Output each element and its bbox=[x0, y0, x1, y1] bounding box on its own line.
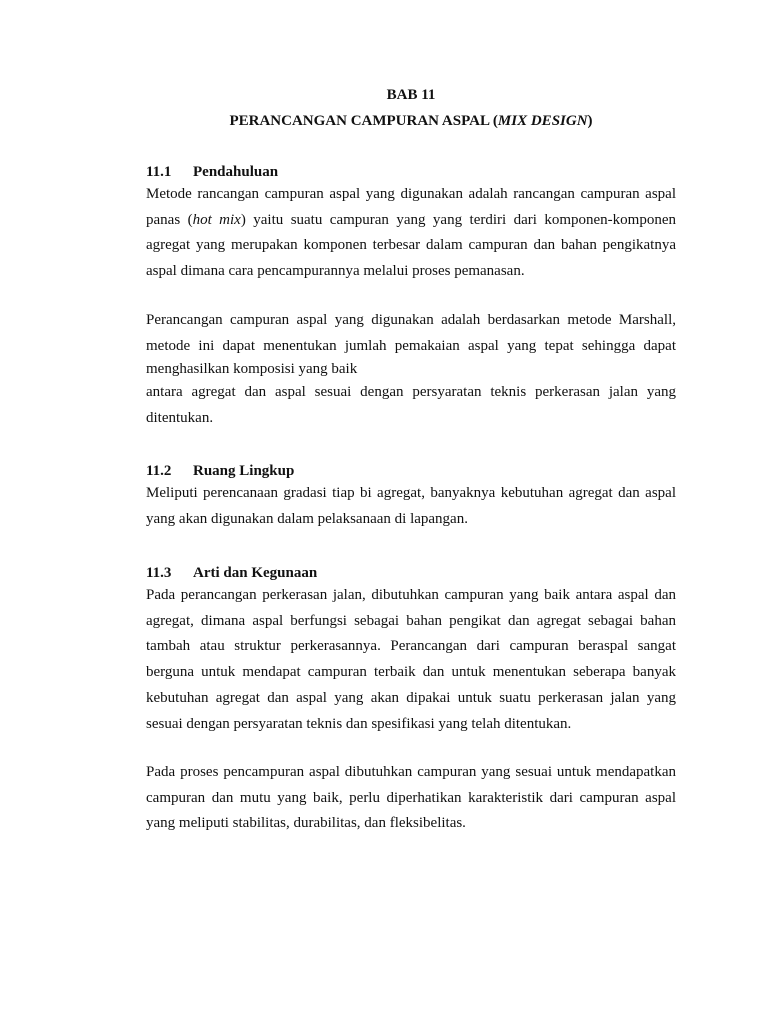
section-heading-11-2 bbox=[146, 462, 676, 480]
chapter-title-italic: MIX DESIGN bbox=[497, 113, 588, 129]
paragraph-line: berguna untuk mendapat campuran terbaik dan untuk menentukan seberapa banyak bbox=[146, 664, 676, 681]
chapter-title-end: ) bbox=[587, 113, 593, 129]
paragraph-scope bbox=[146, 481, 676, 532]
paragraph-line: yang akan digunakan dalam pelaksanaan di lapangan. bbox=[146, 510, 468, 527]
paragraph-line: sesuai dengan persyaratan teknis dan spesifikasi yang telah ditentukan. bbox=[146, 715, 572, 732]
chapter-title bbox=[146, 112, 676, 130]
section-heading-11-3 bbox=[146, 564, 676, 582]
paragraph-line: antara agregat dan aspal sesuai dengan persyaratan teknis perkerasan jalan yang bbox=[146, 384, 676, 401]
paragraph-line: tambah atau struktur perkerasannya. Perancangan dari campuran beraspal sangat bbox=[146, 638, 676, 655]
paragraph-line: Pada proses pencampuran aspal dibutuhkan campuran yang sesuai untuk mendapatkan bbox=[146, 764, 676, 780]
paragraph-line: Pada perancangan perkerasan jalan, dibutuhkan campuran yang baik antara aspal dan bbox=[146, 587, 676, 603]
paragraph-line: Meliputi perencanaan gradasi tiap bi agregat, banyaknya kebutuhan agregat dan aspal bbox=[146, 485, 676, 501]
chapter-title-text: PERANCANGAN CAMPURAN ASPAL ( bbox=[229, 113, 498, 129]
paragraph-introduction-1 bbox=[146, 182, 676, 285]
paragraph-introduction-2 bbox=[146, 308, 676, 432]
paragraph-line: aspal dimana cara pencampurannya melalui proses pemanasan. bbox=[146, 263, 525, 280]
paragraph-line: metode ini dapat menentukan jumlah pemakaian aspal yang tepat sehingga dapat bbox=[146, 337, 676, 354]
section-title: Pendahuluan bbox=[193, 164, 279, 180]
paragraph-meaning-2 bbox=[146, 760, 676, 837]
paragraph-meaning-1 bbox=[146, 583, 676, 737]
paragraph-line: agregat yang merupakan komponen terbesar dalam campuran dan bahan pengikatnya bbox=[146, 237, 676, 254]
paragraph-line: agregat, dimana aspal berfungsi sebagai bahan pengikat dan agregat sebagai bahan bbox=[146, 612, 676, 629]
paragraph-line: menghasilkan komposisi yang baik bbox=[146, 361, 358, 378]
paragraph-line: ditentukan. bbox=[146, 410, 214, 427]
italic-term: hot mix bbox=[192, 211, 241, 228]
paragraph-line: Perancangan campuran aspal yang digunakan adalah berdasarkan metode Marshall, bbox=[146, 312, 676, 328]
section-number: 11.1 bbox=[146, 164, 172, 180]
section-title: Ruang Lingkup bbox=[193, 463, 295, 479]
paragraph-line: yang meliputi stabilitas, durabilitas, dan fleksibelitas. bbox=[146, 815, 466, 832]
section-title: Arti dan Kegunaan bbox=[193, 565, 318, 581]
section-number: 11.2 bbox=[146, 463, 172, 479]
section-number: 11.3 bbox=[146, 565, 172, 581]
chapter-label: BAB 11 bbox=[386, 87, 436, 103]
paragraph-line: campuran dan mutu yang baik, perlu diperhatikan karakteristik dari campuran aspal bbox=[146, 789, 676, 806]
paragraph-line-hot-mix: panas (hot mix) yaitu suatu campuran yang yang terdiri dari komponen-komponen bbox=[146, 211, 676, 228]
paragraph-line: kebutuhan agregat dan aspal yang akan dipakai untuk suatu perkerasan jalan yang bbox=[146, 689, 676, 706]
section-heading-11-1 bbox=[146, 163, 676, 181]
paragraph-line: Metode rancangan campuran aspal yang digunakan adalah rancangan campuran aspal bbox=[146, 186, 676, 202]
